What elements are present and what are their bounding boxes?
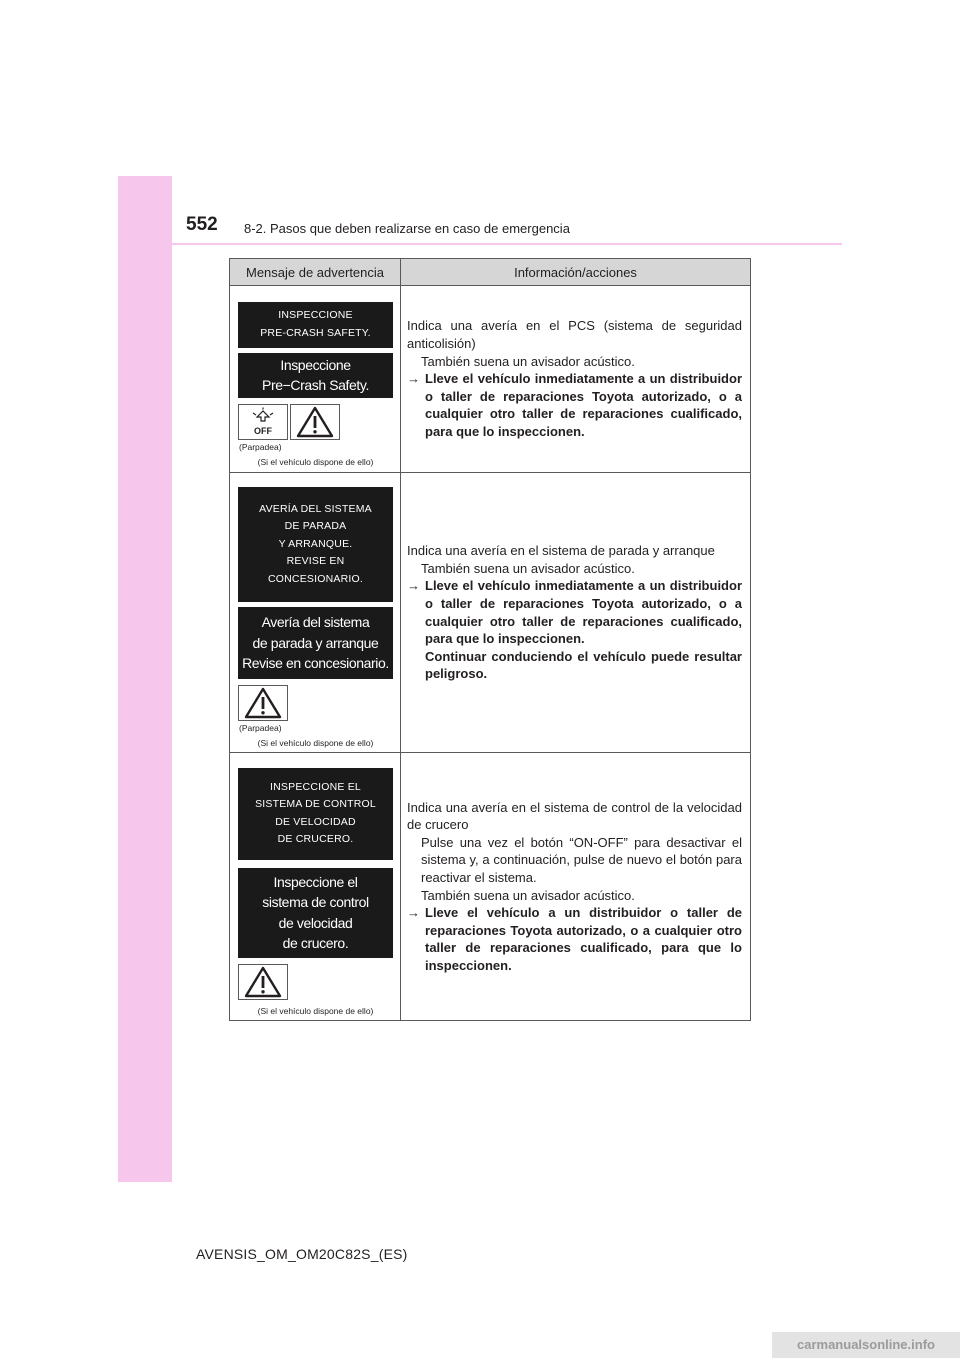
- indicator-icons: [238, 404, 400, 440]
- pcs-off-icon: [238, 404, 288, 440]
- display-message-uppercase: AVERÍA DEL SISTEMA DE PARADA Y ARRANQUE. REVISE EN CONCESIONARIO.: [238, 487, 393, 602]
- action-warning: Continuar conduciendo el vehículo puede resultar peligroso.: [425, 648, 742, 682]
- warning-triangle-icon: [238, 964, 288, 1000]
- warning-triangle-icon: [290, 404, 340, 440]
- display-message-mixedcase: Avería del sistema de parada y arranque Revise en concesionario.: [238, 607, 393, 679]
- display-message-mixedcase: Inspeccione Pre−Crash Safety.: [238, 353, 393, 398]
- warning-triangle-icon: [238, 685, 288, 721]
- action-item: [407, 577, 742, 647]
- equipment-note: (Si el vehículo dispone de ello): [257, 738, 374, 748]
- display-message-mixedcase: Inspeccione el sistema de control de velocidad de crucero.: [238, 868, 393, 958]
- info-description: Indica una avería en el sistema de parada y arranque: [407, 543, 715, 559]
- indicator-icons: [238, 964, 400, 1000]
- message-cell: [230, 286, 401, 473]
- action-text: Lleve el vehículo inmediatamente a un distribuidor o taller de reparaciones Toyota autorizado, o a cualquier otro taller de reparaciones cualificado, para que lo inspeccionen.: [425, 578, 742, 647]
- info-cell: [401, 473, 751, 753]
- arrow-right-icon: →: [407, 371, 420, 387]
- column-header-message: Mensaje de advertencia: [230, 259, 401, 286]
- action-text: Lleve el vehículo inmediatamente a un distribuidor o taller de reparaciones Toyota autorizado, o a cualquier otro taller de reparaciones cualificado, para que lo inspeccionen.: [425, 371, 742, 439]
- action-item: [407, 370, 742, 440]
- section-title: 8-2. Pasos que deben realizarse en caso de emergencia: [244, 221, 570, 236]
- info-note: También suena un avisador acústico.: [421, 353, 635, 369]
- document-code: AVENSIS_OM_OM20C82S_(ES): [196, 1246, 408, 1262]
- action-item: [407, 904, 742, 974]
- display-message-uppercase: INSPECCIONE PRE-CRASH SAFETY.: [238, 302, 393, 348]
- indicator-icons: [238, 685, 400, 721]
- page-number: 552: [186, 214, 218, 235]
- info-note: También suena un avisador acústico.: [421, 887, 635, 903]
- message-cell: [230, 473, 401, 753]
- arrow-right-icon: →: [407, 578, 420, 594]
- table-row: [230, 473, 751, 753]
- info-note: Pulse una vez el botón “ON-OFF” para desactivar el sistema y, a continuación, pulse de nuevo el botón para reactivar el sistema.: [421, 834, 742, 885]
- info-cell: [401, 753, 751, 1021]
- action-text: Lleve el vehículo a un distribuidor o taller de reparaciones Toyota autorizado, o a cualquier otro taller de reparaciones cualificado, para que lo inspeccionen.: [425, 905, 742, 973]
- info-description: Indica una avería en el sistema de control de la velocidad de crucero: [407, 799, 742, 833]
- svg-text:OFF: OFF: [254, 425, 272, 436]
- side-band: [118, 176, 172, 1182]
- equipment-note: (Si el vehículo dispone de ello): [257, 456, 374, 467]
- table-row: [230, 753, 751, 1021]
- warning-table: [229, 258, 751, 1021]
- arrow-right-icon: →: [407, 905, 420, 921]
- info-description: Indica una avería en el PCS (sistema de seguridad anticolisión): [407, 318, 742, 352]
- info-note: También suena un avisador acústico.: [421, 560, 635, 576]
- info-cell: [401, 286, 751, 473]
- blink-note: (Parpadea): [239, 723, 282, 733]
- equipment-note: (Si el vehículo dispone de ello): [257, 1005, 374, 1016]
- message-cell: [230, 753, 401, 1021]
- watermark: carmanualsonline.info: [772, 1332, 960, 1358]
- column-header-info: Información/acciones: [401, 259, 751, 286]
- header-rule: [118, 243, 842, 245]
- blink-note: (Parpadea): [239, 441, 282, 452]
- table-row: [230, 286, 751, 473]
- display-message-uppercase: INSPECCIONE EL SISTEMA DE CONTROL DE VELOCIDAD DE CRUCERO.: [238, 768, 393, 860]
